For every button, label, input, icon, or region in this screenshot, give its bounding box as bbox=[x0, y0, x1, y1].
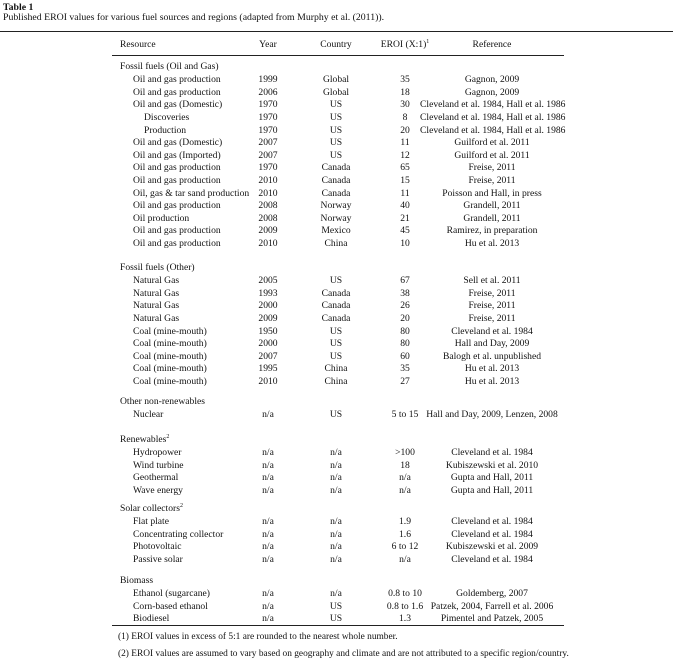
row-eroi: 40 bbox=[400, 200, 410, 212]
header-eroi-footnote-marker: 1 bbox=[426, 38, 430, 45]
row-resource: Discoveries bbox=[144, 111, 190, 123]
row-country: Canada bbox=[321, 287, 351, 299]
row-resource: Oil and gas production bbox=[133, 86, 221, 98]
section-title bbox=[120, 262, 195, 274]
row-country: China bbox=[324, 376, 348, 387]
row-reference: Cleveland et al. 1984 bbox=[451, 516, 533, 527]
row-country: Canada bbox=[321, 312, 351, 324]
section-title-text: Fossil fuels (Oil and Gas) bbox=[120, 61, 219, 72]
row-year: n/a bbox=[262, 447, 274, 458]
row-reference: Cleveland et al. 1984 bbox=[451, 553, 533, 565]
header-rule bbox=[112, 55, 564, 56]
row-year: 2010 bbox=[258, 175, 278, 186]
row-year: 2010 bbox=[258, 238, 278, 250]
row-reference: Ramirez, in preparation bbox=[446, 225, 538, 237]
row-resource: Oil and gas production bbox=[133, 74, 221, 85]
row-reference: Gupta and Hall, 2011 bbox=[450, 472, 534, 484]
row-eroi: 30 bbox=[400, 99, 410, 111]
row-country: n/a bbox=[330, 472, 342, 484]
row-resource: Natural Gas bbox=[133, 300, 180, 312]
row-eroi: 38 bbox=[400, 287, 410, 299]
table-label: Table 1 bbox=[3, 2, 34, 13]
row-resource: Geothermal bbox=[133, 472, 179, 484]
row-resource: Oil and gas (Domestic) bbox=[133, 137, 223, 149]
row-eroi: 18 bbox=[400, 459, 410, 471]
row-reference: Cleveland et al. 1984, Hall et al. 1986 bbox=[420, 124, 566, 136]
row-reference: Grandell, 2011 bbox=[463, 200, 521, 212]
row-year: 1999 bbox=[258, 74, 278, 85]
row-country: US bbox=[329, 600, 343, 612]
row-reference: Hall and Day, 2009, Lenzen, 2008 bbox=[426, 409, 558, 420]
row-country: Global bbox=[322, 86, 350, 98]
row-eroi: 67 bbox=[400, 275, 410, 286]
row-year: 2009 bbox=[258, 225, 278, 237]
header-country: Country bbox=[320, 39, 352, 50]
row-resource: Natural Gas bbox=[133, 275, 180, 286]
row-year: 1950 bbox=[258, 325, 278, 337]
row-year: 1970 bbox=[258, 124, 278, 136]
row-resource: Oil and gas production bbox=[133, 238, 221, 250]
row-country: Canada bbox=[321, 300, 351, 312]
row-country: Norway bbox=[320, 200, 352, 212]
row-year: n/a bbox=[262, 613, 274, 625]
row-resource: Oil and gas production bbox=[133, 175, 221, 186]
row-country: US bbox=[329, 124, 343, 136]
header-year: Year bbox=[259, 39, 277, 50]
row-reference: Poisson and Hall, in press bbox=[442, 187, 542, 199]
row-year: n/a bbox=[262, 409, 274, 420]
row-reference: Patzek, 2004, Farrell et al. 2006 bbox=[430, 600, 554, 612]
row-eroi: 15 bbox=[400, 175, 410, 186]
row-resource: Coal (mine-mouth) bbox=[133, 363, 207, 375]
row-year: 2010 bbox=[258, 376, 278, 387]
row-reference: Freise, 2011 bbox=[468, 300, 516, 312]
row-reference: Cleveland et al. 1984 bbox=[451, 447, 533, 458]
row-resource: Photovoltaic bbox=[133, 541, 182, 553]
row-resource: Concentrating collector bbox=[133, 528, 224, 540]
row-country: n/a bbox=[330, 541, 342, 553]
row-eroi: 35 bbox=[400, 363, 410, 375]
row-resource: Natural Gas bbox=[133, 287, 180, 299]
row-reference: Sell et al. 2011 bbox=[463, 275, 521, 286]
bottom-rule bbox=[112, 625, 564, 626]
row-year: 2000 bbox=[258, 338, 278, 350]
row-eroi: 27 bbox=[400, 376, 410, 387]
row-year: 1993 bbox=[258, 287, 278, 299]
section-title bbox=[120, 61, 219, 73]
row-eroi: 8 bbox=[402, 111, 408, 123]
row-reference: Pimentel and Patzek, 2005 bbox=[440, 613, 544, 625]
row-reference: Hall and Day, 2009 bbox=[454, 338, 530, 350]
row-reference: Freise, 2011 bbox=[468, 287, 516, 299]
row-country: US bbox=[329, 350, 343, 362]
row-eroi: 80 bbox=[400, 338, 410, 350]
row-eroi: 1.3 bbox=[399, 613, 411, 625]
row-country: Mexico bbox=[321, 225, 351, 237]
row-resource: Flat plate bbox=[133, 516, 169, 527]
row-reference: Balogh et al. unpublished bbox=[442, 350, 542, 362]
row-country: n/a bbox=[330, 447, 342, 458]
row-country: China bbox=[324, 363, 348, 375]
row-country: n/a bbox=[330, 516, 342, 527]
row-eroi: 11 bbox=[400, 187, 410, 199]
row-resource: Wave energy bbox=[133, 484, 183, 496]
row-eroi: 20 bbox=[400, 124, 410, 136]
row-eroi: 5 to 15 bbox=[391, 409, 419, 420]
row-year: 2010 bbox=[258, 187, 278, 199]
row-year: 2005 bbox=[258, 275, 278, 286]
row-reference: Hu et al. 2013 bbox=[464, 376, 520, 387]
row-eroi: 1.9 bbox=[399, 516, 411, 527]
row-country: Canada bbox=[321, 175, 351, 186]
row-reference: Cleveland et al. 1984 bbox=[451, 528, 533, 540]
row-year: 1970 bbox=[258, 162, 278, 174]
row-year: 1995 bbox=[258, 363, 278, 375]
row-resource: Oil and gas production bbox=[133, 225, 221, 237]
section-title bbox=[120, 396, 205, 408]
row-year: 2007 bbox=[258, 149, 278, 161]
row-eroi: 11 bbox=[400, 137, 410, 149]
row-reference: Gagnon, 2009 bbox=[464, 86, 520, 98]
row-country: US bbox=[329, 325, 343, 337]
row-country: Canada bbox=[321, 162, 351, 174]
row-year: 2007 bbox=[258, 350, 278, 362]
row-reference: Hu et al. 2013 bbox=[464, 363, 520, 375]
row-eroi: 6 to 12 bbox=[391, 541, 419, 553]
row-reference: Kubiszewski et al. 2010 bbox=[445, 459, 539, 471]
row-resource: Corn-based ethanol bbox=[133, 600, 208, 612]
row-resource: Hydropower bbox=[133, 447, 182, 458]
row-country: n/a bbox=[330, 588, 342, 599]
row-country: US bbox=[329, 409, 343, 420]
row-reference: Freise, 2011 bbox=[468, 162, 516, 174]
row-year: n/a bbox=[262, 541, 274, 553]
row-resource: Ethanol (sugarcane) bbox=[133, 588, 210, 599]
row-country: Canada bbox=[321, 187, 351, 199]
row-resource: Oil and gas (Domestic) bbox=[133, 99, 223, 111]
row-country: n/a bbox=[330, 459, 342, 471]
row-eroi: 0.8 to 10 bbox=[388, 588, 422, 599]
row-year: n/a bbox=[262, 528, 274, 540]
row-country: China bbox=[324, 238, 348, 250]
row-year: n/a bbox=[262, 484, 274, 496]
row-reference: Gupta and Hall, 2011 bbox=[450, 484, 534, 496]
row-country: US bbox=[329, 149, 343, 161]
header-eroi-text: EROI (X:1) bbox=[380, 39, 427, 50]
row-eroi: 35 bbox=[400, 74, 410, 85]
section-title bbox=[120, 575, 153, 587]
section-title-footnote-marker: 2 bbox=[179, 502, 183, 509]
header-reference: Reference bbox=[472, 39, 512, 50]
section-title-text: Fossil fuels (Other) bbox=[120, 262, 195, 273]
row-reference: Guilford et al. 2011 bbox=[454, 149, 530, 161]
row-reference: Kubiszewski et al. 2009 bbox=[445, 541, 539, 553]
row-reference: Hu et al. 2013 bbox=[464, 238, 520, 250]
section-title-text: Solar collectors bbox=[120, 503, 180, 514]
section-title bbox=[120, 503, 183, 515]
footnote-1: (1) EROI values in excess of 5:1 are rounded to the nearest whole number. bbox=[118, 632, 398, 642]
row-eroi: 65 bbox=[400, 162, 410, 174]
row-resource: Oil and gas (Imported) bbox=[133, 149, 221, 161]
row-reference: Freise, 2011 bbox=[468, 175, 516, 186]
row-year: n/a bbox=[262, 516, 274, 527]
row-reference: Gagnon, 2009 bbox=[464, 74, 520, 85]
row-eroi: n/a bbox=[399, 484, 411, 496]
row-country: Global bbox=[322, 74, 350, 85]
row-resource: Coal (mine-mouth) bbox=[133, 325, 207, 337]
row-resource: Wind turbine bbox=[133, 459, 184, 471]
row-eroi: 45 bbox=[400, 225, 410, 237]
row-resource: Nuclear bbox=[133, 409, 164, 420]
row-eroi: 18 bbox=[400, 86, 410, 98]
section-title bbox=[120, 434, 169, 446]
row-reference: Goldemberg, 2007 bbox=[456, 588, 528, 599]
table-caption: Published EROI values for various fuel sources and regions (adapted from Murphy et al. (2011)). bbox=[3, 12, 385, 23]
row-eroi: 26 bbox=[400, 300, 410, 312]
row-eroi: 10 bbox=[400, 238, 410, 250]
row-year: 2008 bbox=[258, 212, 278, 224]
row-reference: Cleveland et al. 1984 bbox=[451, 325, 533, 337]
row-resource: Coal (mine-mouth) bbox=[133, 338, 207, 350]
row-eroi: 60 bbox=[400, 350, 410, 362]
section-title-text: Other non-renewables bbox=[120, 396, 205, 407]
header-resource: Resource bbox=[120, 39, 156, 50]
row-resource: Natural Gas bbox=[133, 312, 180, 324]
row-eroi: 20 bbox=[400, 312, 410, 324]
row-year: n/a bbox=[262, 472, 274, 484]
row-eroi: 21 bbox=[400, 212, 410, 224]
row-year: 2000 bbox=[258, 300, 278, 312]
row-resource: Oil, gas & tar sand production bbox=[133, 187, 250, 199]
row-country: US bbox=[329, 111, 343, 123]
section-title-text: Renewables bbox=[120, 434, 167, 445]
top-rule bbox=[0, 31, 673, 32]
row-resource: Passive solar bbox=[133, 553, 183, 565]
row-eroi: n/a bbox=[399, 553, 411, 565]
row-country: US bbox=[329, 613, 343, 625]
row-country: US bbox=[329, 275, 343, 286]
row-country: n/a bbox=[330, 553, 342, 565]
row-year: n/a bbox=[262, 600, 274, 612]
row-year: 2006 bbox=[258, 86, 278, 98]
row-eroi: >100 bbox=[395, 447, 415, 458]
row-resource: Oil and gas production bbox=[133, 200, 221, 212]
row-year: n/a bbox=[262, 588, 274, 599]
row-eroi: 12 bbox=[400, 149, 410, 161]
row-resource: Coal (mine-mouth) bbox=[133, 376, 207, 387]
row-country: US bbox=[329, 137, 343, 149]
row-reference: Freise, 2011 bbox=[468, 312, 516, 324]
row-year: 1970 bbox=[258, 111, 278, 123]
row-resource: Oil production bbox=[133, 212, 190, 224]
row-country: US bbox=[329, 338, 343, 350]
row-reference: Cleveland et al. 1984, Hall et al. 1986 bbox=[420, 111, 566, 123]
section-title-footnote-marker: 2 bbox=[166, 433, 170, 440]
row-year: 1970 bbox=[258, 99, 278, 111]
row-eroi: 80 bbox=[400, 325, 410, 337]
row-country: US bbox=[329, 99, 343, 111]
footnote-2: (2) EROI values are assumed to vary based on geography and climate and are not attributed to a specific region/country. bbox=[118, 649, 569, 659]
row-eroi: 0.8 to 1.6 bbox=[386, 600, 424, 612]
row-year: n/a bbox=[262, 459, 274, 471]
row-year: n/a bbox=[262, 553, 274, 565]
row-year: 2009 bbox=[258, 312, 278, 324]
row-year: 2007 bbox=[258, 137, 278, 149]
row-country: n/a bbox=[330, 528, 342, 540]
row-eroi: 1.6 bbox=[399, 528, 411, 540]
row-country: Norway bbox=[320, 212, 352, 224]
row-reference: Grandell, 2011 bbox=[463, 212, 521, 224]
row-eroi: n/a bbox=[399, 472, 411, 484]
row-resource: Production bbox=[144, 124, 187, 136]
section-title-text: Biomass bbox=[120, 575, 154, 586]
row-resource: Biodiesel bbox=[133, 613, 170, 625]
row-reference: Cleveland et al. 1984, Hall et al. 1986 bbox=[420, 99, 566, 111]
row-year: 2008 bbox=[258, 200, 278, 212]
row-resource: Oil and gas production bbox=[133, 162, 221, 174]
row-reference: Guilford et al. 2011 bbox=[454, 137, 530, 149]
row-country: n/a bbox=[330, 484, 342, 496]
row-resource: Coal (mine-mouth) bbox=[133, 350, 207, 362]
